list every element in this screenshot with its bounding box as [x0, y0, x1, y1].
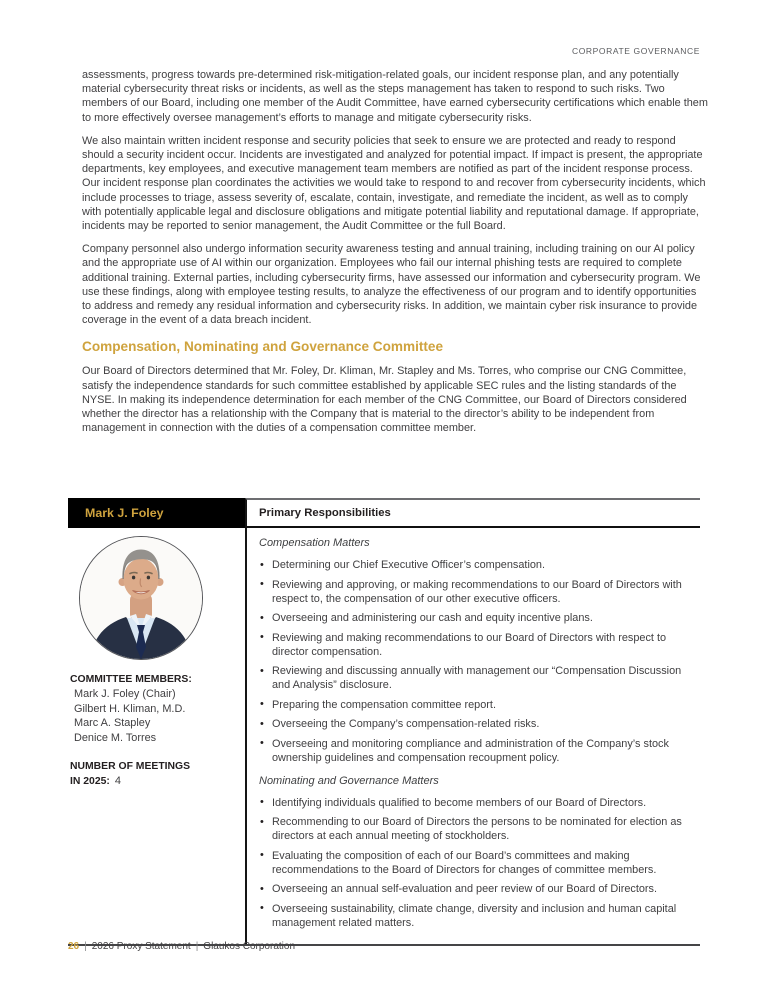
- responsibility-item: • Overseeing and monitoring compliance and administration of the Company’s stock ownership guidelines and compensation recoupment policy.: [259, 737, 692, 765]
- committee-table-header: [68, 498, 700, 528]
- responsibility-item: • Reviewing and approving, or making recommendations to our Board of Directors with respect to, the compensation of our other executive officers.: [259, 578, 692, 606]
- footer-separator: |: [195, 941, 199, 952]
- main-text-column: [82, 68, 708, 444]
- responsibility-item: • Recommending to our Board of Directors the persons to be nominated for election as directors at each annual meeting of stockholders.: [259, 815, 692, 843]
- responsibility-item: • Evaluating the composition of each of our Board’s committees and making recommendations to the Board of Directors for changes of committee members.: [259, 849, 692, 877]
- portrait-mark-j-foley-image: [80, 537, 202, 659]
- committee-member: Denice M. Torres: [74, 732, 157, 745]
- meetings-block: [70, 760, 243, 789]
- meetings-label-line1: NUMBER OF MEETINGS: [70, 760, 191, 772]
- committee-member: Gilbert H. Kliman, M.D.: [74, 702, 186, 715]
- paragraph: assessments, progress towards pre-determined risk-mitigation-related goals, our incident response plan, and any potentially material cybersecurity threat risks or incidents, as well as the steps management has taken to respond to such risks. Two members of our Board, including one member of the Audit Committee, have earned cybersecurity certifications which enable them to more effectively oversee management’s efforts to manage and mitigate cybersecurity risks.: [82, 69, 708, 124]
- running-header: CORPORATE GOVERNANCE: [571, 46, 700, 56]
- meetings-count: 4: [114, 774, 121, 787]
- committee-member: Marc A. Stapley: [74, 717, 151, 730]
- committee-members-label: COMMITTEE MEMBERS:: [70, 674, 192, 685]
- responsibilities-header-cell: Primary Responsibilities: [245, 498, 700, 528]
- page-number: 26: [68, 941, 80, 952]
- paragraph: Company personnel also undergo information security awareness testing and annual training, including training on our AI policy and the appropriate use of AI within our organization. Employees who fail our internal phishing tests are required to complete additional training. External parties, including cybersecurity firms, have assessed our information and cybersecurity program. We use these findings, along with employee testing results, to analyze the effectiveness of our program and to identify opportunities to address and remedy any residual information and cybersecurity risks. In addition, we maintain cyber risk insurance to provide coverage in the event of a data breach incident.: [82, 243, 701, 327]
- chair-photo: [79, 536, 203, 660]
- responsibility-item: • Overseeing and administering our cash and equity incentive plans.: [259, 611, 692, 625]
- responsibility-item: • Overseeing sustainability, climate change, diversity and inclusion and human capital management related matters.: [259, 902, 692, 930]
- page-footer: [68, 941, 295, 952]
- responsibilities-subheading: Nominating and Governance Matters: [259, 774, 439, 787]
- responsibility-item: • Determining our Chief Executive Officer’s compensation.: [259, 558, 692, 572]
- responsibility-item: • Identifying individuals qualified to become members of our Board of Directors.: [259, 796, 692, 810]
- compensation-matters-list: [259, 558, 692, 765]
- footer-separator: |: [84, 941, 87, 952]
- responsibilities-subheading: Compensation Matters: [259, 537, 370, 549]
- footer-company: Glaukos Corporation: [203, 941, 296, 952]
- chair-name-cell: Mark J. Foley: [68, 498, 245, 528]
- responsibility-item: • Reviewing and making recommendations to our Board of Directors with respect to director compensation.: [259, 631, 692, 659]
- responsibility-item: • Reviewing and discussing annually with management our “Compensation Discussion and Analysis” disclosure.: [259, 664, 692, 692]
- responsibilities-column: [245, 528, 700, 944]
- meetings-label-line2: IN 2025:: [70, 775, 110, 787]
- responsibility-item: • Overseeing the Company’s compensation-related risks.: [259, 717, 692, 731]
- nominating-governance-list: [259, 796, 692, 930]
- section-heading: Compensation, Nominating and Governance Committee: [82, 339, 444, 355]
- responsibility-item: • Preparing the compensation committee report.: [259, 698, 692, 712]
- committee-table: [68, 498, 700, 946]
- committee-table-body: [68, 528, 700, 946]
- committee-member: Mark J. Foley (Chair): [74, 688, 176, 700]
- footer-doc-title: 2026 Proxy Statement: [91, 941, 191, 952]
- meetings-line2: [70, 774, 243, 789]
- committee-info-column: [68, 528, 245, 944]
- responsibility-item: • Overseeing an annual self-evaluation and peer review of our Board of Directors.: [259, 882, 692, 896]
- paragraph: Our Board of Directors determined that Mr. Foley, Dr. Kliman, Mr. Stapley and Ms. Torres, who comprise our CNG Committee, satisfy the independence standards for such committee established by applicable SEC rules and the listing standards of the NYSE. In making its independence determination for each member of the CNG Committee, our Board of Directors considered whether the director has a relationship with the Company that is material to the director’s ability to be independent from management in connection with the duties of a compensation committee member.: [82, 365, 687, 435]
- paragraph: We also maintain written incident response and security policies that seek to ensure we are protected and ready to respond should a security incident occur. Incidents are investigated and analyzed for potential impact. If impact is present, the appropriate departments, key employees, and executive management team members are notified as part of the incident response process. Our incident response plan coordinates the activities we would take to respond to and recover from cybersecurity incidents, which include processes to triage, assess severity of, escalate, contain, investigate, and remediate the incident, as well as to comply with potentially applicable legal and disclosure obligations and mitigate potential liability and reputational damage. If appropriate, incidents may be reported to senior management, the Audit Committee or the full Board.: [82, 134, 706, 233]
